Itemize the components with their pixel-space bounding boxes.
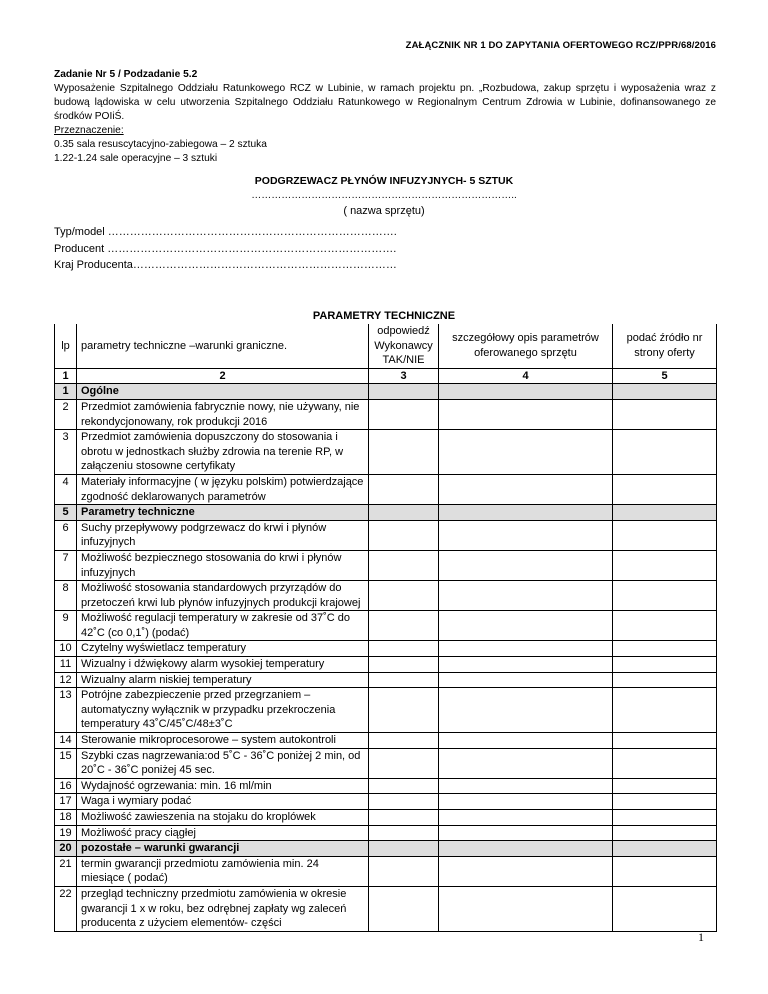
row-parameter: Wizualny alarm niskiej temperatury xyxy=(77,672,369,688)
table-header-row xyxy=(55,324,717,368)
row-source-cell[interactable] xyxy=(613,672,717,688)
table-row xyxy=(55,520,717,550)
row-answer-cell[interactable] xyxy=(369,794,439,810)
page-number: 1 xyxy=(698,930,704,944)
row-answer-cell[interactable] xyxy=(369,841,439,857)
table-row xyxy=(55,657,717,673)
row-parameter: Ogólne xyxy=(77,384,369,400)
row-parameter: Przedmiot zamówienia fabrycznie nowy, nie używany, nie rekondycjonowany, rok produkcji 2016 xyxy=(77,399,369,429)
table-row xyxy=(55,611,717,641)
section-row xyxy=(55,505,717,521)
row-lp: 20 xyxy=(55,841,77,857)
table-row xyxy=(55,856,717,886)
row-parameter: Waga i wymiary podać xyxy=(77,794,369,810)
intro-block xyxy=(54,68,716,166)
table-row xyxy=(55,641,717,657)
row-source-cell[interactable] xyxy=(613,810,717,826)
row-answer-cell[interactable] xyxy=(369,550,439,580)
row-source-cell[interactable] xyxy=(613,384,717,400)
table-row xyxy=(55,794,717,810)
row-details-cell[interactable] xyxy=(439,841,613,857)
row-source-cell[interactable] xyxy=(613,581,717,611)
row-lp: 12 xyxy=(55,672,77,688)
row-parameter: Możliwość bezpiecznego stosowania do krwi i płynów infuzyjnych xyxy=(77,550,369,580)
col-answer-header: odpowiedź Wykonawcy TAK/NIE xyxy=(369,324,439,368)
column-numbers-row xyxy=(55,368,717,384)
row-details-cell[interactable] xyxy=(439,810,613,826)
row-details-cell[interactable] xyxy=(439,581,613,611)
row-details-cell[interactable] xyxy=(439,778,613,794)
row-parameter: Wydajność ogrzewania: min. 16 ml/min xyxy=(77,778,369,794)
row-answer-cell[interactable] xyxy=(369,384,439,400)
col-number: 2 xyxy=(77,368,369,384)
col-details-header: szczegółowy opis parametrów oferowanego sprzętu xyxy=(439,324,613,368)
table-row xyxy=(55,748,717,778)
row-parameter: pozostałe – warunki gwarancji xyxy=(77,841,369,857)
row-source-cell[interactable] xyxy=(613,505,717,521)
row-details-cell[interactable] xyxy=(439,384,613,400)
row-answer-cell[interactable] xyxy=(369,748,439,778)
equipment-name-hint: ( nazwa sprzętu) xyxy=(343,205,425,217)
table-row xyxy=(55,672,717,688)
row-lp: 22 xyxy=(55,886,77,931)
row-lp: 4 xyxy=(55,474,77,504)
row-answer-cell[interactable] xyxy=(369,505,439,521)
row-answer-cell[interactable] xyxy=(369,886,439,931)
row-answer-cell[interactable] xyxy=(369,399,439,429)
col-number: 5 xyxy=(613,368,717,384)
row-answer-cell[interactable] xyxy=(369,672,439,688)
row-parameter: Szybki czas nagrzewania:od 5˚C - 36˚C poniżej 2 min, od 20˚C - 36˚C poniżej 45 sec. xyxy=(77,748,369,778)
type-model-field: Typ/model ……………………………………………………………………. xyxy=(54,226,397,238)
row-source-cell[interactable] xyxy=(613,399,717,429)
row-details-cell[interactable] xyxy=(439,641,613,657)
row-answer-cell[interactable] xyxy=(369,810,439,826)
purpose-line-2: 1.22-1.24 sale operacyjne – 3 sztuki xyxy=(54,153,218,164)
row-parameter: Możliwość pracy ciągłej xyxy=(77,825,369,841)
row-lp: 6 xyxy=(55,520,77,550)
row-source-cell[interactable] xyxy=(613,886,717,931)
row-parameter: Możliwość stosowania standardowych przyrządów do przetoczeń krwi lub płynów infuzyjnych produkcji krajowej xyxy=(77,581,369,611)
row-source-cell[interactable] xyxy=(613,841,717,857)
row-lp: 2 xyxy=(55,399,77,429)
row-details-cell[interactable] xyxy=(439,505,613,521)
row-details-cell[interactable] xyxy=(439,399,613,429)
table-row xyxy=(55,886,717,931)
row-answer-cell[interactable] xyxy=(369,611,439,641)
row-details-cell[interactable] xyxy=(439,474,613,504)
row-details-cell[interactable] xyxy=(439,825,613,841)
row-lp: 19 xyxy=(55,825,77,841)
row-answer-cell[interactable] xyxy=(369,778,439,794)
row-source-cell[interactable] xyxy=(613,778,717,794)
col-source-header: podać źródło nr strony oferty xyxy=(613,324,717,368)
col-number: 4 xyxy=(439,368,613,384)
row-parameter: Parametry techniczne xyxy=(77,505,369,521)
row-details-cell[interactable] xyxy=(439,886,613,931)
row-details-cell[interactable] xyxy=(439,733,613,749)
row-parameter: Możliwość zawieszenia na stojaku do kroplówek xyxy=(77,810,369,826)
section-row xyxy=(55,841,717,857)
equipment-name-line: …………………………………………………………………….. xyxy=(251,190,517,201)
params-table xyxy=(54,324,717,932)
document-title: PODGRZEWACZ PŁYNÓW INFUZYJNYCH- 5 SZTUK xyxy=(254,175,514,187)
row-lp: 8 xyxy=(55,581,77,611)
row-lp: 13 xyxy=(55,688,77,733)
row-answer-cell[interactable] xyxy=(369,520,439,550)
row-answer-cell[interactable] xyxy=(369,581,439,611)
row-lp: 7 xyxy=(55,550,77,580)
row-details-cell[interactable] xyxy=(439,430,613,475)
row-source-cell[interactable] xyxy=(613,611,717,641)
table-row xyxy=(55,399,717,429)
row-parameter: Materiały informacyjne ( w języku polskim) potwierdzające zgodność deklarowanych parametrów xyxy=(77,474,369,504)
task-title: Zadanie Nr 5 / Podzadanie 5.2 xyxy=(54,69,198,80)
row-details-cell[interactable] xyxy=(439,520,613,550)
row-answer-cell[interactable] xyxy=(369,474,439,504)
table-row xyxy=(55,430,717,475)
table-row xyxy=(55,474,717,504)
row-lp: 5 xyxy=(55,505,77,521)
row-lp: 18 xyxy=(55,810,77,826)
row-parameter: termin gwarancji przedmiotu zamówienia min. 24 miesiące ( podać) xyxy=(77,856,369,886)
row-lp: 9 xyxy=(55,611,77,641)
row-answer-cell[interactable] xyxy=(369,657,439,673)
row-source-cell[interactable] xyxy=(613,550,717,580)
row-source-cell[interactable] xyxy=(613,794,717,810)
row-answer-cell[interactable] xyxy=(369,641,439,657)
table-row xyxy=(55,825,717,841)
row-lp: 14 xyxy=(55,733,77,749)
row-source-cell[interactable] xyxy=(613,520,717,550)
meta-block xyxy=(54,224,397,274)
col-lp-header: lp xyxy=(55,324,77,368)
attachment-header: ZAŁĄCZNIK NR 1 DO ZAPYTANIA OFERTOWEGO RCZ/PPR/68/2016 xyxy=(405,40,716,51)
row-source-cell[interactable] xyxy=(613,825,717,841)
row-lp: 21 xyxy=(55,856,77,886)
row-parameter: Potrójne zabezpieczenie przed przegrzaniem – automatyczny wyłącznik w przypadku przekroczenia temperatury 43˚C/45˚C/48±3˚C xyxy=(77,688,369,733)
row-lp: 3 xyxy=(55,430,77,475)
row-source-cell[interactable] xyxy=(613,856,717,886)
row-parameter: Przedmiot zamówienia dopuszczony do stosowania i obrotu w jednostkach służby zdrowia na terenie RP, w załączeniu stosowne certyfikaty xyxy=(77,430,369,475)
row-parameter: przegląd techniczny przedmiotu zamówienia w okresie gwarancji 1 x w roku, bez odrębnej zapłaty wg zaleceń producenta z użyciem elementów- części xyxy=(77,886,369,931)
row-parameter: Wizualny i dźwiękowy alarm wysokiej temperatury xyxy=(77,657,369,673)
row-source-cell[interactable] xyxy=(613,430,717,475)
params-title: PARAMETRY TECHNICZNE xyxy=(312,310,456,322)
row-lp: 16 xyxy=(55,778,77,794)
row-lp: 10 xyxy=(55,641,77,657)
row-details-cell[interactable] xyxy=(439,672,613,688)
row-source-cell[interactable] xyxy=(613,641,717,657)
row-lp: 15 xyxy=(55,748,77,778)
row-source-cell[interactable] xyxy=(613,733,717,749)
col-number: 1 xyxy=(55,368,77,384)
table-row xyxy=(55,810,717,826)
table-row xyxy=(55,733,717,749)
table-row xyxy=(55,550,717,580)
row-answer-cell[interactable] xyxy=(369,430,439,475)
row-parameter: Czytelny wyświetlacz temperatury xyxy=(77,641,369,657)
task-description: Wyposażenie Szpitalnego Oddziału Ratunkowego RCZ w Lubinie, w ramach projektu pn. „Rozbudowa, zakup sprzętu i wyposażenia wraz z budową lądowiska w celu utworzenia Szpitalnego Oddziału Ratunkowego w Regionalnym Centrum Zdrowia w Lubinie, dofinansowanego ze środków POIiŚ. xyxy=(54,83,716,122)
section-row xyxy=(55,384,717,400)
row-source-cell[interactable] xyxy=(613,657,717,673)
row-parameter: Sterowanie mikroprocesorowe – system autokontroli xyxy=(77,733,369,749)
producer-field: Producent ……………………………………………………………………. xyxy=(54,242,397,255)
row-answer-cell[interactable] xyxy=(369,733,439,749)
purpose-label: Przeznaczenie: xyxy=(54,125,124,136)
row-answer-cell[interactable] xyxy=(369,825,439,841)
row-parameter: Możliwość regulacji temperatury w zakresie od 37˚C do 42˚C (co 0,1˚) (podać) xyxy=(77,611,369,641)
row-answer-cell[interactable] xyxy=(369,688,439,733)
table-row xyxy=(55,778,717,794)
row-source-cell[interactable] xyxy=(613,688,717,733)
row-details-cell[interactable] xyxy=(439,748,613,778)
row-details-cell[interactable] xyxy=(439,611,613,641)
row-parameter: Suchy przepływowy podgrzewacz do krwi i płynów infuzyjnych xyxy=(77,520,369,550)
col-params-header: parametry techniczne –warunki graniczne. xyxy=(77,324,369,368)
row-source-cell[interactable] xyxy=(613,474,717,504)
row-source-cell[interactable] xyxy=(613,748,717,778)
purpose-line-1: 0.35 sala resuscytacyjno-zabiegowa – 2 sztuka xyxy=(54,139,267,150)
row-details-cell[interactable] xyxy=(439,550,613,580)
row-lp: 11 xyxy=(55,657,77,673)
country-field: Kraj Producenta……………………………………………………………… xyxy=(54,259,397,271)
row-details-cell[interactable] xyxy=(439,657,613,673)
col-number: 3 xyxy=(369,368,439,384)
row-answer-cell[interactable] xyxy=(369,856,439,886)
table-row xyxy=(55,581,717,611)
row-lp: 17 xyxy=(55,794,77,810)
row-details-cell[interactable] xyxy=(439,856,613,886)
row-details-cell[interactable] xyxy=(439,794,613,810)
row-details-cell[interactable] xyxy=(439,688,613,733)
table-row xyxy=(55,688,717,733)
row-lp: 1 xyxy=(55,384,77,400)
